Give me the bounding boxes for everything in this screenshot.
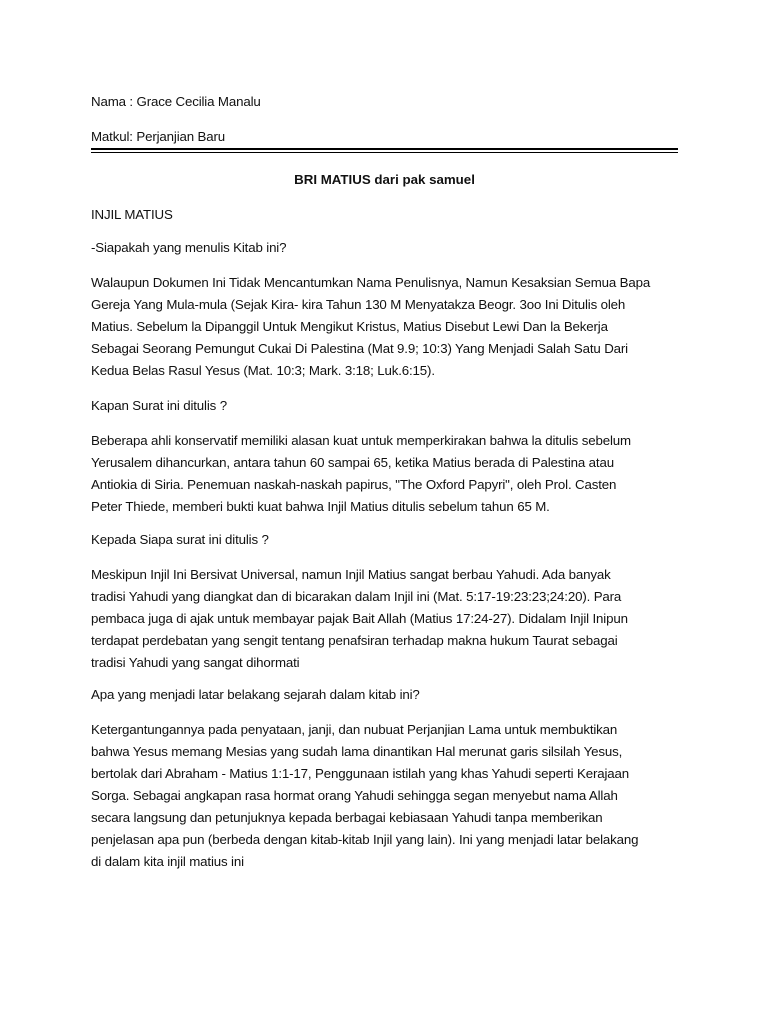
paragraph-line: Ketergantungannya pada penyataan, janji, dan nubuat Perjanjian Lama untuk membuktikan <box>91 722 618 737</box>
paragraph-background <box>91 719 691 873</box>
paragraph-line: Kedua Belas Rasul Yesus (Mat. 10:3; Mark. 3:18; Luk.6:15). <box>91 363 435 378</box>
paragraph-line: secara langsung dan petunjuknya kepada berbagai kebiasaan Yahudi tanpa memberikan <box>91 810 603 825</box>
question-audience: Kepada Siapa surat ini ditulis ? <box>91 532 269 547</box>
paragraph-line: Yerusalem dihancurkan, antara tahun 60 sampai 65, ketika Matius berada di Palestina atau <box>91 455 614 470</box>
paragraph-line: di dalam kita injil matius ini <box>91 854 244 869</box>
paragraph-line: penjelasan apa pun (berbeda dengan kitab-kitab Injil yang lain). Ini yang menjadi latar belakang <box>91 832 639 847</box>
paragraph-audience <box>91 564 691 674</box>
header-divider-thick <box>91 148 678 150</box>
paragraph-line: Beberapa ahli konservatif memiliki alasan kuat untuk memperkirakan bahwa la ditulis sebelum <box>91 433 631 448</box>
paragraph-line: Matius. Sebelum la Dipanggil Untuk Mengikut Kristus, Matius Disebut Lewi Dan la Bekerja <box>91 319 608 334</box>
paragraph-line: pembaca juga di ajak untuk membayar pajak Bait Allah (Matius 17:24-27). Didalam Injil Inipun <box>91 611 628 626</box>
paragraph-line: Sorga. Sebagai angkapan rasa hormat orang Yahudi sehingga segan menyebut nama Allah <box>91 788 618 803</box>
paragraph-line: Walaupun Dokumen Ini Tidak Mencantumkan Nama Penulisnya, Namun Kesaksian Semua Bapa <box>91 275 651 290</box>
course-line: Matkul: Perjanjian Baru <box>91 129 226 144</box>
paragraph-line: bahwa Yesus memang Mesias yang sudah lama dinantikan Hal merunat garis silsilah Yesus, <box>91 744 623 759</box>
paragraph-line: tradisi Yahudi yang diangkat dan di bicarakan dalam Injil ini (Mat. 5:17-19:23:23;24:20). Para <box>91 589 622 604</box>
paragraph-author <box>91 272 691 382</box>
paragraph-line: Gereja Yang Mula-mula (Sejak Kira- kira Tahun 130 M Menyatakza Beogr. 3oo Ini Ditulis oleh <box>91 297 626 312</box>
header-divider-thin <box>91 152 678 153</box>
paragraph-line: tradisi Yahudi yang sangat dihormati <box>91 655 300 670</box>
section-heading: INJIL MATIUS <box>91 207 173 222</box>
paragraph-line: terdapat perdebatan yang sengit tentang penafsiran terhadap makna hukum Taurat sebagai <box>91 633 618 648</box>
question-date: Kapan Surat ini ditulis ? <box>91 398 227 413</box>
paragraph-line: Peter Thiede, memberi bukti kuat bahwa Injil Matius ditulis sebelum tahun 65 M. <box>91 499 550 514</box>
question-background: Apa yang menjadi latar belakang sejarah dalam kitab ini? <box>91 687 420 702</box>
paragraph-line: Antiokia di Siria. Penemuan naskah-naskah papirus, "The Oxford Papyri", oleh Prol. Casten <box>91 477 617 492</box>
author-name-line: Nama : Grace Cecilia Manalu <box>91 94 261 109</box>
paragraph-line: Meskipun Injil Ini Bersivat Universal, namun Injil Matius sangat berbau Yahudi. Ada banyak <box>91 567 611 582</box>
document-title: BRI MATIUS dari pak samuel <box>294 172 475 187</box>
paragraph-date <box>91 430 691 518</box>
question-author: -Siapakah yang menulis Kitab ini? <box>91 240 287 255</box>
paragraph-line: Sebagai Seorang Pemungut Cukai Di Palestina (Mat 9.9; 10:3) Yang Menjadi Salah Satu Dari <box>91 341 628 356</box>
paragraph-line: bertolak dari Abraham - Matius 1:1-17, Penggunaan istilah yang khas Yahudi seperti Kerajaan <box>91 766 630 781</box>
